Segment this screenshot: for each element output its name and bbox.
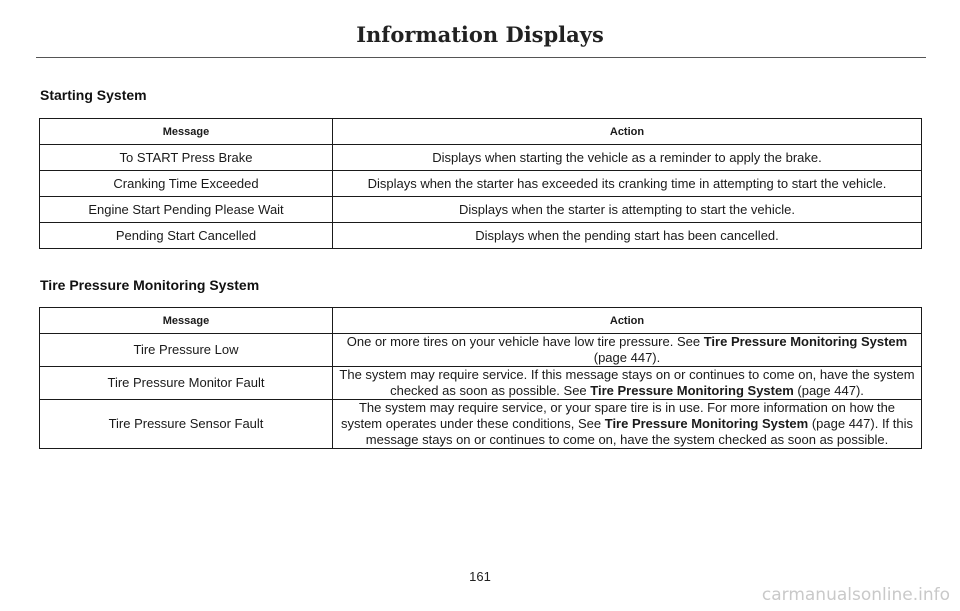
action-text: The system may require service, or your spare tire is in use. For more information on how the system operates under these conditions, See <box>340 400 896 431</box>
section-title-tpms: Tire Pressure Monitoring System <box>40 277 260 293</box>
action-cell: Displays when starting the vehicle as a reminder to apply the brake. <box>333 145 922 171</box>
table-row <box>40 171 922 197</box>
cross-reference-link[interactable]: Tire Pressure Monitoring System <box>703 334 908 349</box>
action-text: (page 447). <box>793 383 864 398</box>
action-cell <box>333 367 922 400</box>
table-header-row <box>40 308 922 334</box>
cross-reference-link[interactable]: Tire Pressure Monitoring System <box>590 383 794 398</box>
table-row <box>40 334 922 367</box>
table-row <box>40 145 922 171</box>
column-header-message: Message <box>40 308 333 334</box>
action-text: One or more tires on your vehicle have low tire pressure. See <box>346 334 704 349</box>
action-text: (page 447). If this message stays on or continues to come on, have the system checked as soon as possible. <box>365 416 914 447</box>
column-header-message: Message <box>40 119 333 145</box>
message-cell: Tire Pressure Sensor Fault <box>40 400 333 449</box>
starting-system-table <box>39 118 922 249</box>
page-title: Information Displays <box>356 22 604 47</box>
page-number: 161 <box>469 569 491 584</box>
action-cell <box>333 400 922 449</box>
tpms-table <box>39 307 922 449</box>
table-row <box>40 223 922 249</box>
section-title-starting-system: Starting System <box>40 87 147 103</box>
action-cell: Displays when the pending start has been cancelled. <box>333 223 922 249</box>
action-text: (page 447). <box>593 350 661 365</box>
table-row <box>40 400 922 449</box>
action-text: The system may require service. If this message stays on or continues to come on, have the system checked as soon as possible. See <box>339 367 915 398</box>
column-header-action: Action <box>333 119 922 145</box>
column-header-action: Action <box>333 308 922 334</box>
header-divider <box>36 57 926 58</box>
message-cell: Engine Start Pending Please Wait <box>40 197 333 223</box>
action-cell: Displays when the starter has exceeded its cranking time in attempting to start the vehicle. <box>333 171 922 197</box>
action-cell: Displays when the starter is attempting to start the vehicle. <box>333 197 922 223</box>
message-cell: To START Press Brake <box>40 145 333 171</box>
action-cell <box>333 334 922 367</box>
table-header-row <box>40 119 922 145</box>
message-cell: Pending Start Cancelled <box>40 223 333 249</box>
message-cell: Cranking Time Exceeded <box>40 171 333 197</box>
table-row <box>40 367 922 400</box>
message-cell: Tire Pressure Low <box>40 334 333 367</box>
table-row <box>40 197 922 223</box>
watermark-text: carmanualsonline.info <box>761 585 950 605</box>
cross-reference-link[interactable]: Tire Pressure Monitoring System <box>604 416 809 431</box>
message-cell: Tire Pressure Monitor Fault <box>40 367 333 400</box>
